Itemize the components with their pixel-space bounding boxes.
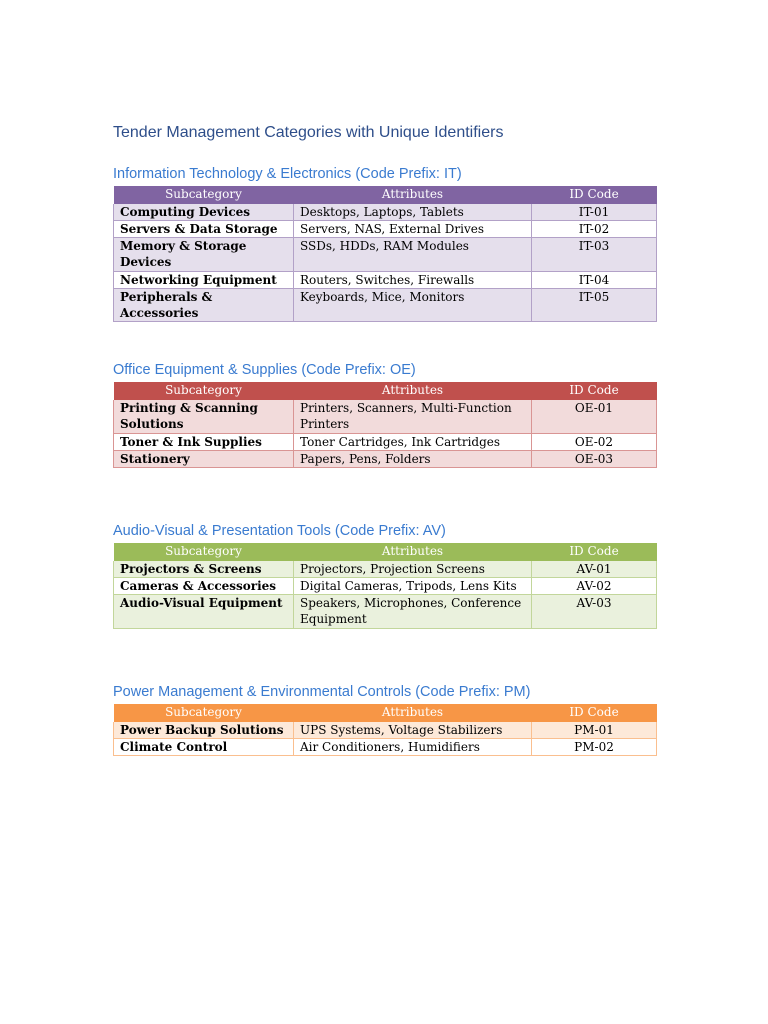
section-heading: Audio-Visual & Presentation Tools (Code Prefix: AV) [113,523,446,539]
table-row [114,578,657,595]
section-heading: Power Management & Environmental Controls (Code Prefix: PM) [113,684,531,700]
cell-id-code: IT-01 [532,204,657,221]
header-id-code: ID Code [569,544,619,558]
header-subcategory: Subcategory [165,383,242,397]
cell-attributes: Projectors, Projection Screens [294,561,532,578]
cell-attributes: SSDs, HDDs, RAM Modules [294,238,532,272]
cell-attributes: Desktops, Laptops, Tablets [294,204,532,221]
cell-attributes: Servers, NAS, External Drives [294,221,532,238]
cell-attributes: Air Conditioners, Humidifiers [294,739,532,756]
header-id-code: ID Code [569,187,619,201]
header-attributes: Attributes [381,705,444,719]
cell-subcategory: Climate Control [114,739,294,756]
table-row [114,722,657,739]
table-row [114,272,657,289]
category-table [113,381,657,468]
section-oe [113,359,656,468]
cell-subcategory: Projectors & Screens [114,561,294,578]
cell-attributes: UPS Systems, Voltage Stabilizers [294,722,532,739]
table-row [114,238,657,272]
cell-subcategory: Computing Devices [114,204,294,221]
section-heading: Office Equipment & Supplies (Code Prefix: OE) [113,362,416,378]
table-row [114,221,657,238]
table-row [114,595,657,629]
table-header-row [114,382,657,400]
table-header-row [114,186,657,204]
cell-subcategory: Audio-Visual Equipment [114,595,294,629]
header-id-code: ID Code [569,383,619,397]
category-table [113,703,657,756]
cell-id-code: PM-02 [532,739,657,756]
table-row [114,434,657,451]
page-title: Tender Management Categories with Unique Identifiers [113,124,504,141]
cell-id-code: OE-02 [532,434,657,451]
cell-subcategory: Memory & Storage Devices [114,238,294,272]
cell-subcategory: Cameras & Accessories [114,578,294,595]
cell-subcategory: Printing & Scanning Solutions [114,400,294,434]
table-header-row [114,704,657,722]
section-it [113,163,656,322]
cell-id-code: IT-03 [532,238,657,272]
table-row [114,561,657,578]
header-attributes: Attributes [381,383,444,397]
category-table [113,185,657,322]
table-row [114,451,657,468]
table-row [114,204,657,221]
header-attributes: Attributes [381,187,444,201]
cell-id-code: AV-01 [532,561,657,578]
cell-attributes: Speakers, Microphones, Conference Equipment [294,595,532,629]
cell-subcategory: Toner & Ink Supplies [114,434,294,451]
cell-id-code: IT-04 [532,272,657,289]
cell-attributes: Papers, Pens, Folders [294,451,532,468]
cell-id-code: OE-01 [532,400,657,434]
section-heading: Information Technology & Electronics (Code Prefix: IT) [113,166,462,182]
header-subcategory: Subcategory [165,705,242,719]
cell-id-code: AV-02 [532,578,657,595]
cell-attributes: Toner Cartridges, Ink Cartridges [294,434,532,451]
cell-attributes: Keyboards, Mice, Monitors [294,289,532,322]
cell-id-code: IT-05 [532,289,657,322]
cell-id-code: PM-01 [532,722,657,739]
cell-attributes: Routers, Switches, Firewalls [294,272,532,289]
header-id-code: ID Code [569,705,619,719]
section-av [113,520,656,629]
header-attributes: Attributes [381,544,444,558]
cell-subcategory: Power Backup Solutions [114,722,294,739]
cell-subcategory: Servers & Data Storage [114,221,294,238]
section-pm [113,681,656,756]
cell-attributes: Digital Cameras, Tripods, Lens Kits [294,578,532,595]
header-subcategory: Subcategory [165,544,242,558]
table-row [114,289,657,322]
cell-subcategory: Networking Equipment [114,272,294,289]
cell-id-code: OE-03 [532,451,657,468]
table-row [114,400,657,434]
cell-attributes: Printers, Scanners, Multi-Function Printers [294,400,532,434]
cell-subcategory: Stationery [114,451,294,468]
header-subcategory: Subcategory [165,187,242,201]
table-header-row [114,543,657,561]
cell-id-code: IT-02 [532,221,657,238]
cell-subcategory: Peripherals & Accessories [114,289,294,322]
table-row [114,739,657,756]
cell-id-code: AV-03 [532,595,657,629]
category-table [113,542,657,629]
